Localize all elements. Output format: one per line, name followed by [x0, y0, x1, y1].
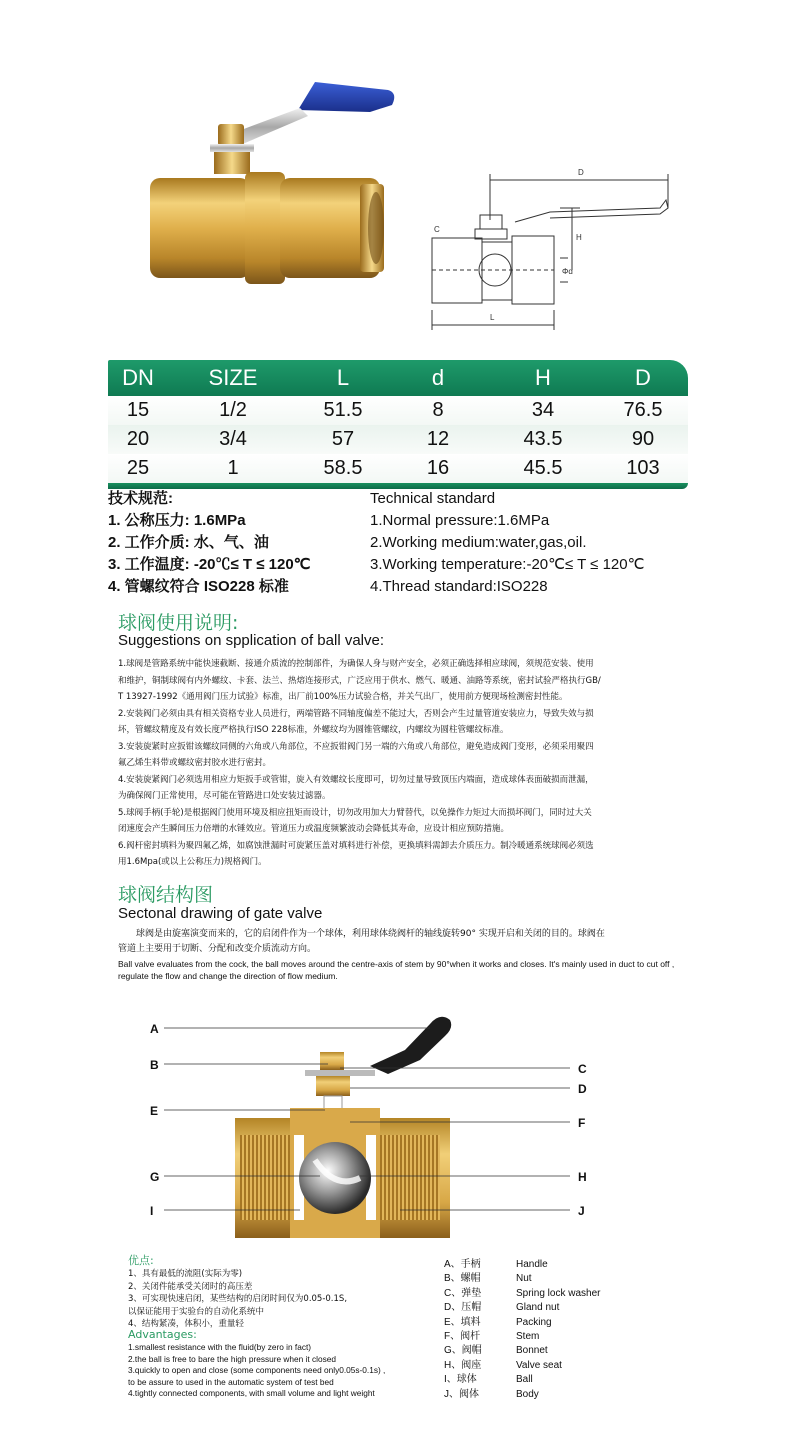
table-cell: 20 [126, 428, 150, 450]
table-cell: 51.5 [323, 399, 363, 421]
tech-en-item: 2.Working medium:water,gas,oil. [370, 534, 587, 551]
label-e: E [150, 1104, 159, 1118]
label-a: A [150, 1022, 159, 1036]
usage-line: 6.阀杆密封填料为聚四氟乙烯，如腐蚀泄漏时可旋紧压盖对填料进行补偿，更换填料需卸去介质压力。制冷暖通系统球阀必须选 [118, 840, 594, 851]
list-item [444, 1316, 684, 1330]
th-size: SIZE [208, 365, 258, 390]
list-item [444, 1301, 684, 1315]
usage-title-en: Suggestions on spplication of ball valve: [118, 632, 385, 649]
list-item [444, 1388, 684, 1402]
list-item [444, 1359, 684, 1373]
label-f: F [578, 1116, 586, 1130]
usage-line: 用1.6Mpa(或以上公称压力)规格阀门。 [118, 857, 267, 867]
advantage-item-en: 3.quickly to open and close (some components need only0.05s-0.1s) , [128, 1365, 386, 1375]
table-row [108, 454, 688, 483]
table-cell: 25 [126, 457, 150, 479]
part-en: Ball [516, 1374, 533, 1386]
part-en: Gland nut [516, 1302, 560, 1314]
list-item [444, 1272, 684, 1286]
list-item [444, 1344, 684, 1358]
tech-cn-item: 3. 工作温度: -20℃≤ T ≤ 120℃ [108, 556, 311, 573]
advantage-item-cn: 4、结构紧凑，体积小，重量轻 [128, 1319, 244, 1329]
part-cn: E、填料 [444, 1316, 481, 1328]
label-d: D [578, 1082, 587, 1096]
table-cell: 1 [227, 457, 239, 479]
spec-table [108, 360, 688, 489]
spec-table-header [108, 360, 688, 396]
label-h: H [578, 1170, 587, 1184]
tech-en-item: 4.Thread standard:ISO228 [370, 578, 548, 595]
advantage-item-cn: 以保证能用于实验台的自动化系统中 [128, 1306, 265, 1317]
dim-c-label: C [434, 225, 440, 234]
part-en: Handle [516, 1259, 548, 1270]
list-item [444, 1373, 684, 1387]
table-cell: 103 [626, 457, 660, 479]
usage-line: 闭速度会产生瞬间压力倍增的水锤效应。管道压力或温度频繁波动会降低其寿命，应设计相应预防措施。 [118, 824, 510, 834]
usage-line: T 13927-1992《通用阀门压力试验》标准，出厂前100%压力试验合格，并关气出厂，使用前方便现场检测密封性能。 [118, 692, 568, 702]
table-cell: 3/4 [219, 428, 247, 450]
tech-standard-cn [108, 488, 368, 598]
table-row [108, 396, 688, 425]
usage-title-cn: 球阀使用说明: [118, 612, 239, 634]
advantages-list-en [128, 1342, 428, 1400]
advantage-item-cn: 1、具有最低的流阻(实际为零) [128, 1269, 243, 1279]
part-en: Body [516, 1388, 539, 1400]
tech-cn-item: 1. 公称压力: 1.6MPa [108, 512, 246, 529]
label-b: B [150, 1058, 159, 1072]
usage-line: 2.安装阀门必须由具有相关资格专业人员进行，两端管路不同轴度偏差不能过大，否则会产生过量管道安装应力，导致失效与损 [118, 708, 594, 719]
part-en: Valve seat [516, 1359, 562, 1371]
table-cell: 12 [426, 428, 450, 450]
tech-en-title: Technical standard [370, 490, 496, 507]
table-cell: 58.5 [323, 457, 363, 479]
structure-desc-line: 管道上主要用于切断、分配和改变介质流动方向。 [118, 944, 317, 954]
advantage-item-en: 1.smallest resistance with the fluid(by zero in fact) [128, 1342, 312, 1352]
parts-list [444, 1258, 684, 1402]
usage-line: 3.安装旋紧时应扳钳该螺纹同侧的六角或八角部位，不应扳钳阀门另一端的六角或八角部位，避免造成阀门变形，必须采用聚四 [118, 741, 594, 752]
table-cell: 76.5 [623, 399, 663, 421]
part-cn: G、阀帽 [444, 1345, 482, 1357]
part-cn: B、螺帽 [444, 1273, 481, 1285]
tech-cn-item: 2. 工作介质: 水、气、油 [108, 534, 269, 551]
tech-en-item: 3.Working temperature:-20℃≤ T ≤ 120℃ [370, 556, 645, 573]
advantage-item-en: 4.tightly connected components, with small volume and light weight [128, 1388, 375, 1398]
advantage-item-cn: 3、可实现快速启闭，某些结构的启闭时间仅为0.05-0.1S, [128, 1294, 348, 1304]
label-i: I [150, 1204, 154, 1218]
dim-l-label: L [490, 313, 495, 322]
table-cell: 43.5 [523, 428, 563, 450]
structure-desc-cn [118, 927, 678, 957]
table-cell: 15 [126, 399, 150, 421]
label-c: C [578, 1062, 587, 1076]
structure-desc-en [118, 958, 678, 982]
dim-h-label: H [576, 233, 582, 242]
structure-title-en: Sectonal drawing of gate valve [118, 905, 323, 922]
part-cn: A、手柄 [444, 1259, 481, 1270]
th-dn: DN [122, 365, 154, 390]
part-cn: C、弹垫 [444, 1287, 482, 1299]
part-en: Bonnet [516, 1345, 548, 1357]
usage-line: 1.球阀是管路系统中能快速截断、接通介质流的控制部件，为确保人身与财产安全，必须正确选择相应球阀，须规范安装、使用 [118, 659, 594, 669]
table-row [108, 425, 688, 454]
tech-cn-title: 技术规范: [108, 490, 173, 507]
dimension-drawing [420, 160, 690, 340]
label-j: J [578, 1204, 585, 1218]
th-d-small: d [431, 365, 445, 390]
usage-line: 和维护，铜制球阀有内外螺纹、卡套、法兰、热熔连接形式，广泛应用于供水、燃气、暖通、油路等系统，密封试验严格执行GB/ [118, 675, 601, 686]
table-cell: 57 [331, 428, 355, 450]
advantages-title-en: Advantages: [128, 1328, 197, 1341]
usage-line: 氟乙烯生料带或螺纹密封胶水进行密封。 [118, 758, 272, 768]
th-h: H [535, 365, 551, 390]
part-cn: F、阀杆 [444, 1331, 481, 1343]
ball-valve-product-image [130, 60, 420, 320]
part-cn: D、压帽 [444, 1302, 482, 1314]
table-cell: 34 [531, 399, 555, 421]
tech-en-item: 1.Normal pressure:1.6MPa [370, 512, 550, 529]
structure-desc-line: 球阀是由旋塞演变而来的，它的启闭件作为一个球体，利用球体绕阀杆的轴线旋转90° 实现开启和关闭的目的。球阀在 [136, 929, 605, 939]
part-en: Packing [516, 1316, 552, 1328]
advantage-item-en: to be assure to used in the automatic system of test bed [128, 1376, 334, 1387]
list-item [444, 1258, 684, 1272]
part-en: Stem [516, 1331, 540, 1343]
part-cn: H、阀座 [444, 1359, 482, 1371]
table-cell: 90 [631, 428, 655, 450]
table-cell: 8 [432, 399, 444, 421]
part-cn: I、球体 [444, 1374, 477, 1386]
table-cell: 45.5 [523, 457, 563, 479]
label-g: G [150, 1170, 160, 1184]
tech-standard-en [370, 488, 700, 598]
advantage-item-en: 2.the ball is free to bare the high pressure when it closed [128, 1353, 337, 1364]
part-cn: J、阀体 [444, 1388, 479, 1400]
usage-line: 5.球阀手柄(手轮)是根据阀门使用环境及相应扭矩而设计，切勿改用加大力臂替代，以免操作力矩过大而损坏阀门，同时过大关 [118, 807, 592, 818]
table-cell: 1/2 [219, 399, 247, 421]
structure-desc-line: regulate the flow and change the direction of flow medium. [118, 971, 338, 981]
table-cell: 16 [426, 457, 450, 479]
th-d: D [635, 365, 651, 390]
sectional-drawing [140, 1010, 610, 1240]
th-l: L [336, 365, 350, 390]
usage-text [118, 656, 678, 871]
part-en: Spring lock washer [516, 1287, 601, 1299]
advantages-list-cn [128, 1268, 428, 1331]
list-item [444, 1330, 684, 1344]
usage-line: 坏，管螺纹精度及有效长度严格执行ISO 228标准，外螺纹均为圆锥管螺纹，内螺纹为圆柱管螺纹标准。 [118, 725, 509, 735]
advantages-title-cn: 优点: [128, 1254, 154, 1267]
usage-line: 4.安装旋紧阀门必须选用相应力矩扳手或管钳，旋入有效螺纹长度即可，切勿过量导致顶压内端面，造成球体表面破损而泄漏， [118, 774, 594, 785]
list-item [444, 1287, 684, 1301]
dim-dd-label: Φd [562, 267, 573, 276]
structure-desc-line: Ball valve evaluates from the cock, the ball moves around the centre-axis of stem by 90°when it works and closes. It's mainly used in duct to cut off , [118, 959, 675, 969]
usage-line: 为确保阀门正常使用，尽可能在管路进口处安装过滤器。 [118, 791, 331, 801]
structure-title-cn: 球阀结构图 [118, 884, 214, 906]
dim-d-label: D [578, 168, 584, 177]
advantage-item-cn: 2、关闭件能承受关闭时的高压差 [128, 1281, 253, 1292]
part-en: Nut [516, 1273, 532, 1285]
tech-cn-item: 4. 管螺纹符合 ISO228 标准 [108, 578, 289, 595]
